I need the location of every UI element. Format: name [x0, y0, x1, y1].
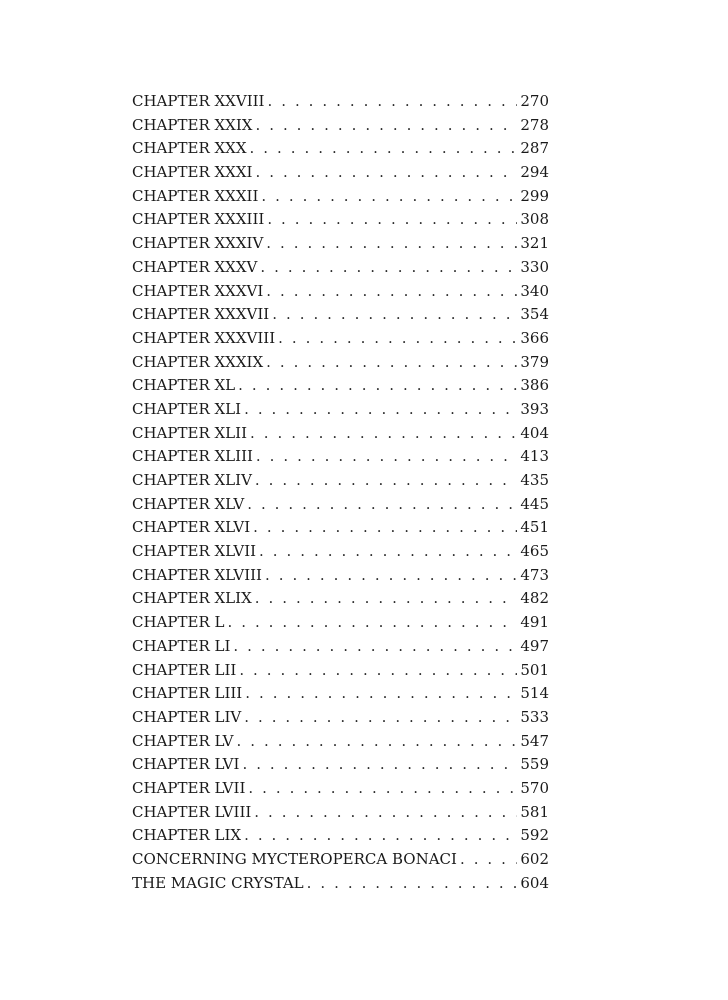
toc-entry[interactable] [132, 872, 549, 896]
toc-entry-page-number: 533 [520, 707, 549, 726]
dot-leader [242, 753, 517, 777]
dot-leader [265, 564, 517, 588]
toc-entry[interactable] [132, 114, 549, 138]
dot-leader [266, 351, 517, 375]
toc-entry-page-number: 270 [520, 92, 549, 110]
dot-leader [237, 730, 518, 754]
dot-leader [248, 777, 517, 801]
toc-entry-page-number: 413 [520, 447, 549, 466]
dot-leader [266, 280, 517, 304]
toc-entry-page-number: 321 [520, 234, 549, 253]
toc-entry-title: CHAPTER XLIV [132, 471, 252, 489]
toc-entry-title: CHAPTER LIII [132, 684, 243, 703]
dot-leader [278, 327, 517, 351]
toc-entry[interactable] [132, 706, 549, 730]
toc-entry-page-number: 473 [520, 565, 549, 584]
toc-entry[interactable] [132, 256, 549, 280]
toc-entry-title: CHAPTER XLVII [132, 542, 257, 561]
toc-entry[interactable] [132, 185, 549, 209]
toc-entry[interactable] [132, 824, 549, 848]
toc-entry[interactable] [132, 398, 549, 422]
toc-entry-page-number: 386 [520, 376, 549, 395]
toc-entry-title: CHAPTER XL [132, 376, 236, 395]
toc-entry[interactable] [132, 753, 549, 777]
dot-leader [256, 445, 517, 469]
dot-leader [247, 493, 517, 517]
dot-leader [259, 540, 517, 564]
toc-entry-title: CHAPTER XXIX [132, 115, 253, 134]
toc-entry-page-number: 435 [520, 471, 549, 489]
toc-entry[interactable] [132, 801, 549, 825]
toc-entry-title: THE MAGIC CRYSTAL [132, 873, 304, 892]
dot-leader [250, 137, 518, 161]
dot-leader [272, 303, 517, 327]
toc-entry-page-number: 330 [520, 257, 549, 276]
toc-entry[interactable] [132, 587, 549, 611]
toc-entry-page-number: 501 [520, 660, 549, 679]
toc-entry[interactable] [132, 422, 549, 446]
toc-entry[interactable] [132, 445, 549, 469]
toc-entry-title: CHAPTER LVII [132, 778, 246, 797]
toc-entry[interactable] [132, 374, 549, 398]
toc-entry-page-number: 404 [520, 423, 549, 442]
toc-entry[interactable] [132, 659, 549, 683]
toc-entry[interactable] [132, 208, 549, 232]
toc-entry-page-number: 278 [520, 115, 549, 134]
dot-leader [255, 161, 517, 185]
toc-entry-title: CHAPTER XXVIII [132, 92, 265, 110]
toc-entry-title: CHAPTER XXXIX [132, 352, 264, 371]
dot-leader [227, 611, 517, 635]
toc-entry-title: CHAPTER XLIX [132, 589, 252, 608]
toc-entry-page-number: 592 [520, 826, 549, 845]
toc-entry-page-number: 366 [520, 328, 549, 347]
toc-entry-title: CHAPTER XXXIII [132, 210, 265, 229]
toc-entry[interactable] [132, 730, 549, 754]
toc-entry[interactable] [132, 303, 549, 327]
dot-leader [261, 185, 517, 209]
toc-entry-title: CHAPTER LIX [132, 826, 242, 845]
toc-entry-title: CHAPTER XLV [132, 494, 245, 513]
toc-entry[interactable] [132, 351, 549, 375]
toc-entry-title: CHAPTER XXXI [132, 163, 253, 182]
dot-leader [238, 374, 517, 398]
toc-entry-page-number: 602 [520, 850, 549, 868]
toc-entry-title: CHAPTER XXXII [132, 186, 259, 205]
toc-entry[interactable] [132, 540, 549, 564]
toc-entry-page-number: 559 [520, 755, 549, 774]
toc-entry-page-number: 514 [520, 684, 549, 703]
toc-entry[interactable] [132, 848, 549, 872]
toc-entry[interactable] [132, 682, 549, 706]
dot-leader [267, 208, 517, 232]
toc-entry[interactable] [132, 232, 549, 256]
toc-entry[interactable] [132, 564, 549, 588]
toc-entry-page-number: 604 [520, 873, 549, 892]
toc-entry-page-number: 308 [520, 210, 549, 229]
toc-entry-title: CHAPTER XXXV [132, 257, 258, 276]
toc-entry-page-number: 482 [520, 589, 549, 608]
toc-entry-page-number: 497 [520, 636, 549, 655]
dot-leader [245, 682, 517, 706]
toc-entry-page-number: 287 [520, 139, 549, 158]
toc-entry-title: CHAPTER XXXVIII [132, 328, 276, 347]
dot-leader [244, 706, 517, 730]
toc-entry-title: CHAPTER XXXVI [132, 281, 264, 300]
dot-leader [253, 516, 517, 540]
toc-entry[interactable] [132, 90, 549, 114]
toc-entry-page-number: 547 [520, 731, 549, 750]
toc-entry-title: CHAPTER XLIII [132, 447, 253, 466]
toc-entry[interactable] [132, 161, 549, 185]
toc-entry-page-number: 354 [520, 305, 549, 324]
toc-entry[interactable] [132, 635, 549, 659]
toc-entry-page-number: 581 [520, 802, 549, 821]
toc-entry-page-number: 491 [520, 613, 549, 632]
dot-leader [255, 469, 517, 493]
table-of-contents [132, 90, 549, 895]
toc-entry-page-number: 451 [520, 518, 549, 537]
toc-entry-title: CHAPTER XXXVII [132, 305, 270, 324]
toc-entry[interactable] [132, 777, 549, 801]
toc-entry[interactable] [132, 493, 549, 517]
toc-entry-title: CHAPTER XLVIII [132, 565, 262, 584]
toc-entry-title: CHAPTER XLII [132, 423, 247, 442]
dot-leader [244, 398, 517, 422]
toc-entry-page-number: 465 [520, 542, 549, 561]
dot-leader [255, 587, 518, 611]
dot-leader [250, 422, 517, 446]
dot-leader [239, 659, 517, 683]
toc-entry[interactable] [132, 611, 549, 635]
toc-entry-title: CHAPTER XLI [132, 399, 242, 418]
dot-leader [266, 232, 517, 256]
toc-entry[interactable] [132, 327, 549, 351]
toc-entry[interactable] [132, 137, 549, 161]
dot-leader [260, 256, 517, 280]
toc-entry-title: CHAPTER L [132, 613, 225, 632]
toc-entry-title: CHAPTER LIV [132, 707, 242, 726]
toc-entry-page-number: 445 [520, 494, 549, 513]
toc-entry-page-number: 299 [520, 186, 549, 205]
toc-entry-page-number: 570 [520, 778, 549, 797]
dot-leader [255, 114, 517, 138]
toc-entry-title: CHAPTER LVIII [132, 802, 252, 821]
toc-entry-page-number: 340 [520, 281, 549, 300]
toc-entry-title: CHAPTER LV [132, 731, 234, 750]
toc-entry-title: CONCERNING MYCTEROPERCA BONACI [132, 850, 457, 868]
toc-entry-title: CHAPTER LI [132, 636, 231, 655]
toc-entry-page-number: 393 [520, 399, 549, 418]
dot-leader [267, 90, 517, 114]
toc-entry-title: CHAPTER XXXIV [132, 234, 264, 253]
dot-leader [244, 824, 517, 848]
toc-entry[interactable] [132, 280, 549, 304]
toc-entry[interactable] [132, 516, 549, 540]
toc-entry-title: CHAPTER LVI [132, 755, 240, 774]
toc-entry-title: CHAPTER XLVI [132, 518, 251, 537]
toc-entry-title: CHAPTER LII [132, 660, 237, 679]
dot-leader [233, 635, 517, 659]
toc-entry-title: CHAPTER XXX [132, 139, 247, 158]
toc-entry-page-number: 379 [520, 352, 549, 371]
dot-leader [254, 801, 517, 825]
toc-entry-page-number: 294 [520, 163, 549, 182]
dot-leader [307, 872, 518, 896]
dot-leader [460, 848, 517, 872]
toc-entry[interactable] [132, 469, 549, 493]
